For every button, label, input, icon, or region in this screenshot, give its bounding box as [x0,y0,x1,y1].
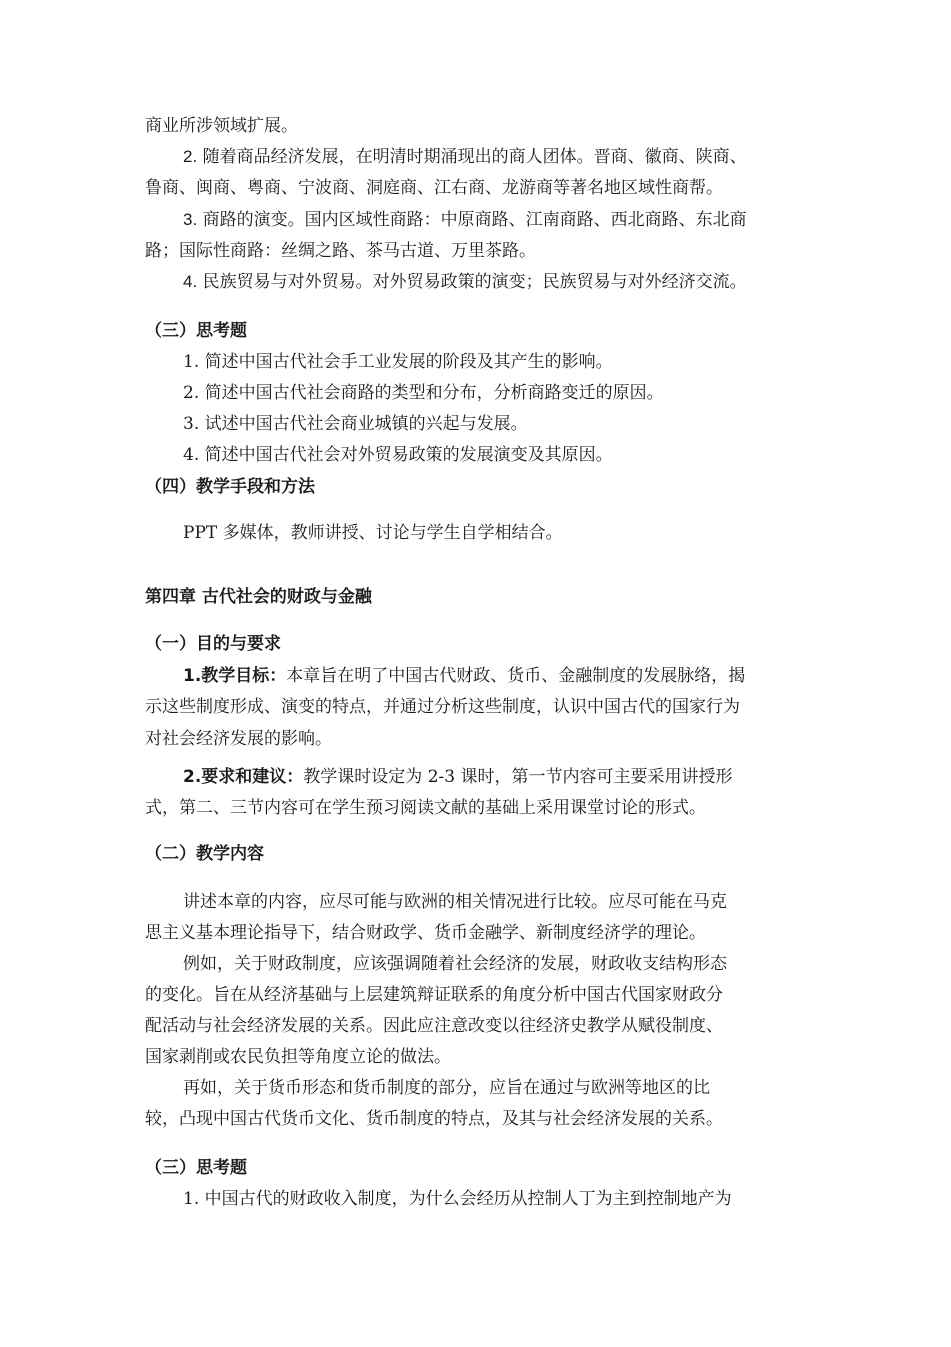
item-text: 商路的演变。国内区域性商路：中原商路、江南商路、西北商路、东北商 [197,210,747,230]
paragraph-line: 例如，关于财政制度，应该强调随着社会经济的发展，财政收支结构形态 [183,954,727,974]
question-item: 1. 简述中国古代社会手工业发展的阶段及其产生的影响。 [183,352,613,372]
paragraph-line: PPT 多媒体，教师讲授、讨论与学生自学相结合。 [183,523,563,543]
paragraph-line [183,766,732,788]
section-heading: （三）思考题 [145,1158,247,1178]
section-heading: （一）目的与要求 [145,634,281,654]
list-item [183,271,747,293]
paragraph-line: 讲述本章的内容，应尽可能与欧洲的相关情况进行比较。应尽可能在马克 [183,892,727,912]
paragraph-line: 的变化。旨在从经济基础与上层建筑辩证联系的角度分析中国古代国家财政分 [145,985,723,1005]
paragraph-line: 再如，关于货币形态和货币制度的部分，应旨在通过与欧洲等地区的比 [183,1078,710,1098]
lead-text: 教学课时设定为 2-3 课时，第一节内容可主要采用讲授形 [303,767,733,787]
lead-label: 2.要求和建议： [183,767,304,787]
lead-text: 本章旨在明了中国古代财政、货币、金融制度的发展脉络，揭 [286,666,746,686]
section-heading: （二）教学内容 [145,844,264,864]
lead-label: 1.教学目标： [183,666,287,686]
paragraph-line: 对社会经济发展的影响。 [145,729,332,749]
paragraph-line: 较，凸现中国古代货币文化、货币制度的特点，及其与社会经济发展的关系。 [145,1109,723,1129]
item-number: 4. [183,272,198,291]
question-item: 4. 简述中国古代社会对外贸易政策的发展演变及其原因。 [183,445,613,465]
paragraph-line: 路；国际性商路：丝绸之路、茶马古道、万里茶路。 [145,241,536,261]
question-item: 3. 试述中国古代社会商业城镇的兴起与发展。 [183,414,528,434]
question-item: 1. 中国古代的财政收入制度，为什么会经历从控制人丁为主到控制地产为 [183,1189,732,1209]
paragraph-line: 商业所涉领域扩展。 [145,116,298,136]
section-heading: （三）思考题 [145,321,247,341]
paragraph-line: 鲁商、闽商、粤商、宁波商、洞庭商、江右商、龙游商等著名地区域性商帮。 [145,178,723,198]
paragraph-line: 国家剥削或农民负担等角度立论的做法。 [145,1047,451,1067]
item-number: 3. [183,210,198,229]
paragraph-line: 示这些制度形成、演变的特点，并通过分析这些制度，认识中国古代的国家行为 [145,697,740,717]
paragraph-line [183,665,745,687]
item-text: 民族贸易与对外贸易。对外贸易政策的演变；民族贸易与对外经济交流。 [197,272,747,292]
paragraph-line: 配活动与社会经济发展的关系。因此应注意改变以往经济史教学从赋役制度、 [145,1016,723,1036]
list-item [183,146,747,168]
question-item: 2. 简述中国古代社会商路的类型和分布，分析商路变迁的原因。 [183,383,664,403]
item-text: 随着商品经济发展，在明清时期涌现出的商人团体。晋商、徽商、陕商、 [197,147,747,167]
item-number: 2. [183,147,198,166]
list-item [183,209,747,231]
chapter-title: 第四章 古代社会的财政与金融 [145,587,372,607]
paragraph-line: 思主义基本理论指导下，结合财政学、货币金融学、新制度经济学的理论。 [145,923,706,943]
paragraph-line: 式，第二、三节内容可在学生预习阅读文献的基础上采用课堂讨论的形式。 [145,798,706,818]
section-heading: （四）教学手段和方法 [145,477,315,497]
